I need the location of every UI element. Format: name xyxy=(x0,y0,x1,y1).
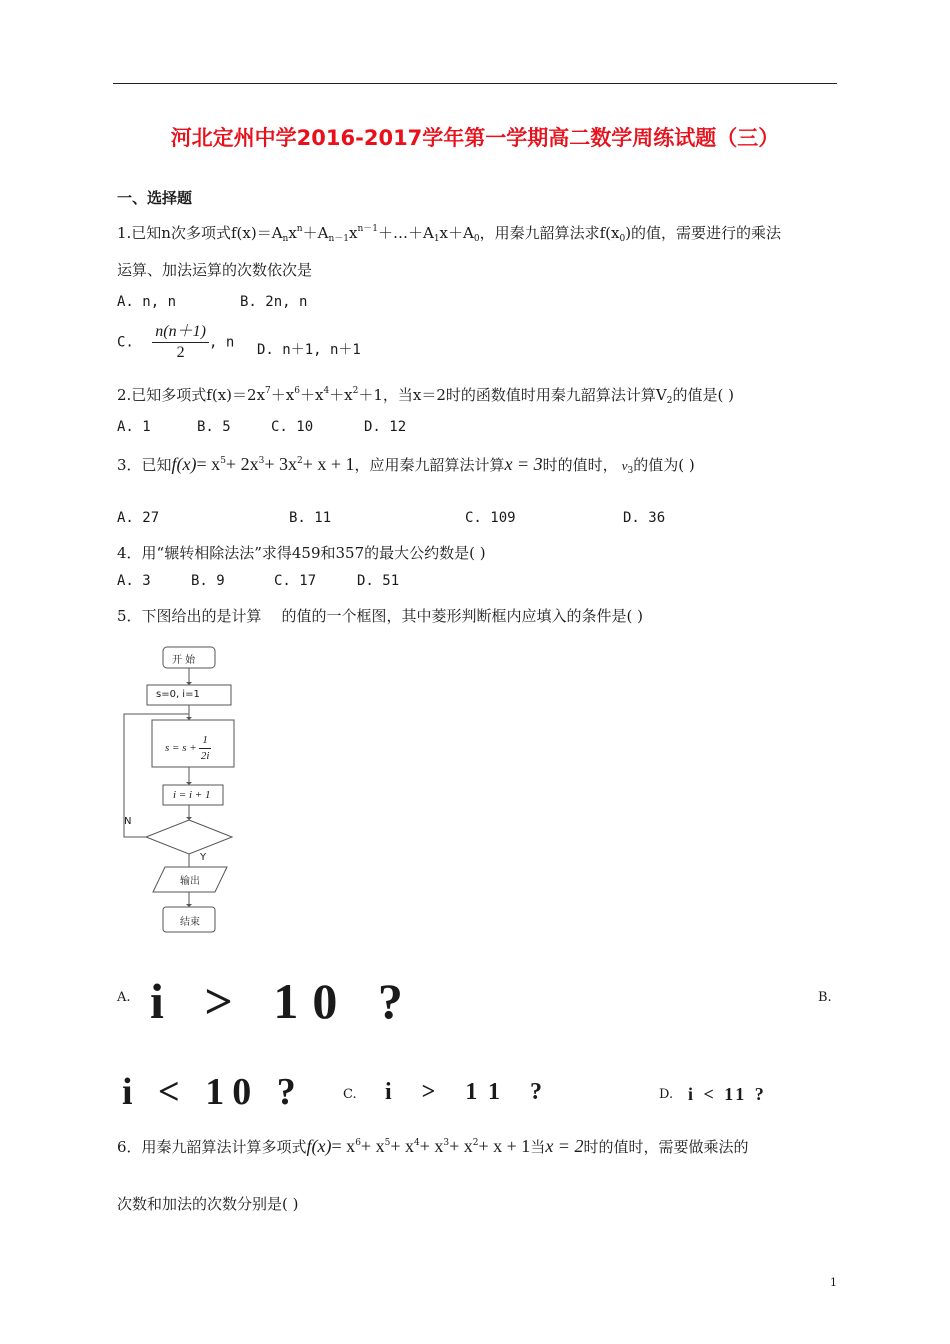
flow-update-s: s = s + $\frac{1}{2i}$ xyxy=(165,734,210,762)
page-title: 河北定州中学2016-2017学年第一学期高二数学周练试题（三） xyxy=(170,126,780,150)
q4-option-b: B. 9 xyxy=(191,573,225,589)
q5-option-d: i < 11 ? xyxy=(688,1084,767,1104)
page-number: 1 xyxy=(830,1276,837,1289)
q6-line1: 6．用秦九韶算法计算多项式$f(x)= x^6+ x^5+ x^4+ x^3+ x^2+ x + 1$当x = 2时的值时，需要做乘法的 xyxy=(117,1136,749,1156)
q3-option-d: D. 36 xyxy=(623,510,666,526)
q1-line2: 运算、加法运算的次数依次是 xyxy=(117,261,313,279)
q4-line: 4．用“辗转相除法法”求得459和357的最大公约数是( ) xyxy=(117,544,486,562)
q5-option-c-label: C. xyxy=(343,1087,357,1102)
q6-line2: 次数和加法的次数分别是( ) xyxy=(117,1195,299,1213)
q1-option-c: C. $\frac{n(n+1)}{2}$ , n xyxy=(117,323,235,361)
flow-start: 开 始 xyxy=(172,655,196,666)
q5-option-b: i < 10 ? xyxy=(122,1071,304,1113)
q2-option-a: A. 1 xyxy=(117,419,151,435)
q1-option-a: A. n, n xyxy=(117,294,177,310)
flow-no-label: N xyxy=(124,816,132,827)
flow-update-i: i = i + 1 xyxy=(173,789,211,801)
flowchart xyxy=(110,640,250,940)
q2-option-d: D. 12 xyxy=(364,419,407,435)
q5-option-b-label: B. xyxy=(818,990,832,1005)
q5-option-a: i > 10 ? xyxy=(150,973,417,1029)
q2-option-c: C. 10 xyxy=(271,419,314,435)
q5-line: 5．下图给出的是计算 的值的一个框图，其中菱形判断框内应填入的条件是( ) xyxy=(117,607,644,625)
q4-option-d: D. 51 xyxy=(357,573,400,589)
q1-option-d: D. n＋1, n＋1 xyxy=(257,342,361,358)
q1-fraction: $\frac{n(n+1)}{2}$ xyxy=(152,324,209,361)
q5-option-a-label: A. xyxy=(117,990,131,1005)
q3-line: 3．已知$f(x)= x^5+ 2x^3+ 3x^2+ x + 1$，应用秦九韶算法计算x = 3时的值时， $v_3$的值为( ) xyxy=(117,454,695,476)
q1-line1: 1.已知n次多项式$f(x)=A_nx^n+A_{n-1}x^{n-1}+\dots+A_1x+A_0$，用秦九韶算法求$f(x_0)$的值，需要进行的乘法 xyxy=(117,224,782,244)
section-heading: 一、选择题 xyxy=(117,189,193,207)
q5-option-d-label: D. xyxy=(659,1087,674,1102)
q3-option-c: C. 109 xyxy=(465,510,516,526)
q3-option-a: A. 27 xyxy=(117,510,160,526)
flow-end: 结束 xyxy=(180,917,200,928)
q3-option-b: B. 11 xyxy=(289,510,332,526)
q4-option-a: A. 3 xyxy=(117,573,151,589)
q2-option-b: B. 5 xyxy=(197,419,231,435)
flow-yes-label: Y xyxy=(200,852,207,863)
flow-output: 输出 xyxy=(180,876,200,887)
flow-init: s=0, i=1 xyxy=(156,689,200,700)
header-rule xyxy=(113,83,837,84)
q4-option-c: C. 17 xyxy=(274,573,317,589)
q2-line: 2.已知多项式$f(x)=2x^7+x^6+x^4+x^2+1$，当x＝2时的函数值时用秦九韶算法计算$V_2$的值是( ) xyxy=(117,386,734,406)
q5-option-c: i > 11 ? xyxy=(385,1079,555,1105)
q1-option-b: B. 2n, n xyxy=(240,294,308,310)
